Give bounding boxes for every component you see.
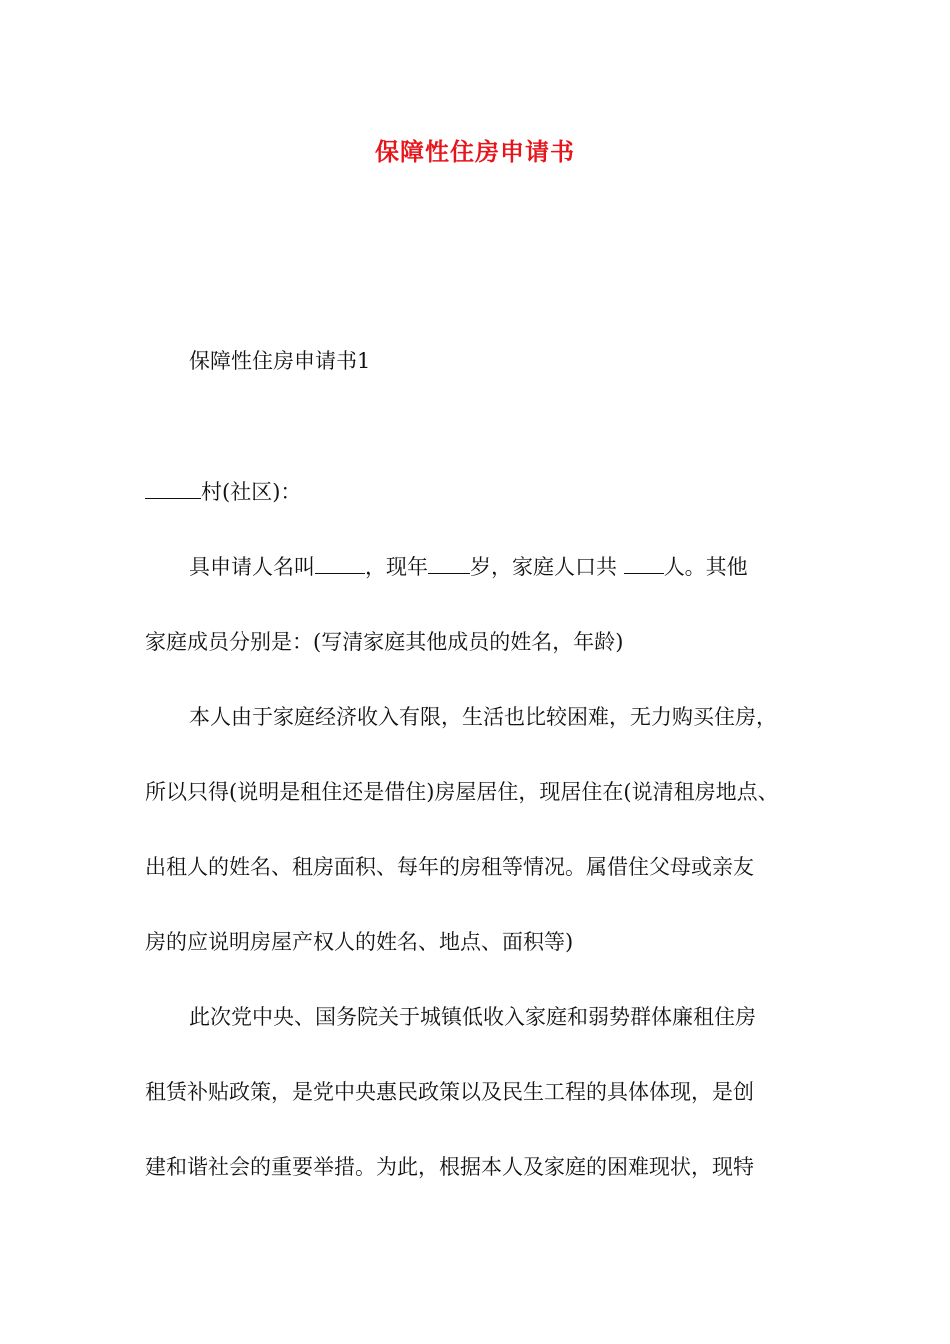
paragraph1-line1 [145, 530, 825, 605]
document-subtitle: 保障性住房申请书1 [189, 349, 371, 373]
others-label: 人。其他 [663, 555, 748, 579]
addressee-line [145, 455, 825, 530]
family-count-blank [624, 555, 664, 574]
age-label: ，现年 [365, 555, 428, 579]
paragraph3-line2: 租赁补贴政策，是党中央惠民政策以及民生工程的具体体现，是创 [145, 1080, 754, 1104]
village-blank [145, 480, 201, 499]
paragraph3-line3: 建和谐社会的重要举措。为此，根据本人及家庭的困难现状，现特 [145, 1155, 754, 1179]
addressee-suffix: 村(社区)： [201, 480, 302, 504]
name-blank [315, 555, 365, 574]
paragraph2-line1: 本人由于家庭经济收入有限，生活也比较困难，无力购买住房， [189, 705, 777, 729]
family-count-label: 岁，家庭人口共 [470, 555, 617, 579]
paragraph1-line2: 家庭成员分别是：(写清家庭其他成员的姓名，年龄) [145, 630, 624, 654]
paragraph2-line4: 房的应说明房屋产权人的姓名、地点、面积等) [145, 930, 574, 954]
document-title: 保障性住房申请书 [375, 137, 575, 166]
paragraph2-line2: 所以只得(说明是租住还是借住)房屋居住，现居住在(说清租房地点、 [145, 780, 779, 804]
paragraph2-line3: 出租人的姓名、租房面积、每年的房租等情况。属借住父母或亲友 [145, 855, 754, 879]
paragraph3-line1: 此次党中央、国务院关于城镇低收入家庭和弱势群体廉租住房 [189, 1005, 756, 1029]
document-body [145, 530, 825, 1205]
age-blank [428, 555, 470, 574]
applicant-name-label: 具申请人名叫 [189, 555, 315, 579]
